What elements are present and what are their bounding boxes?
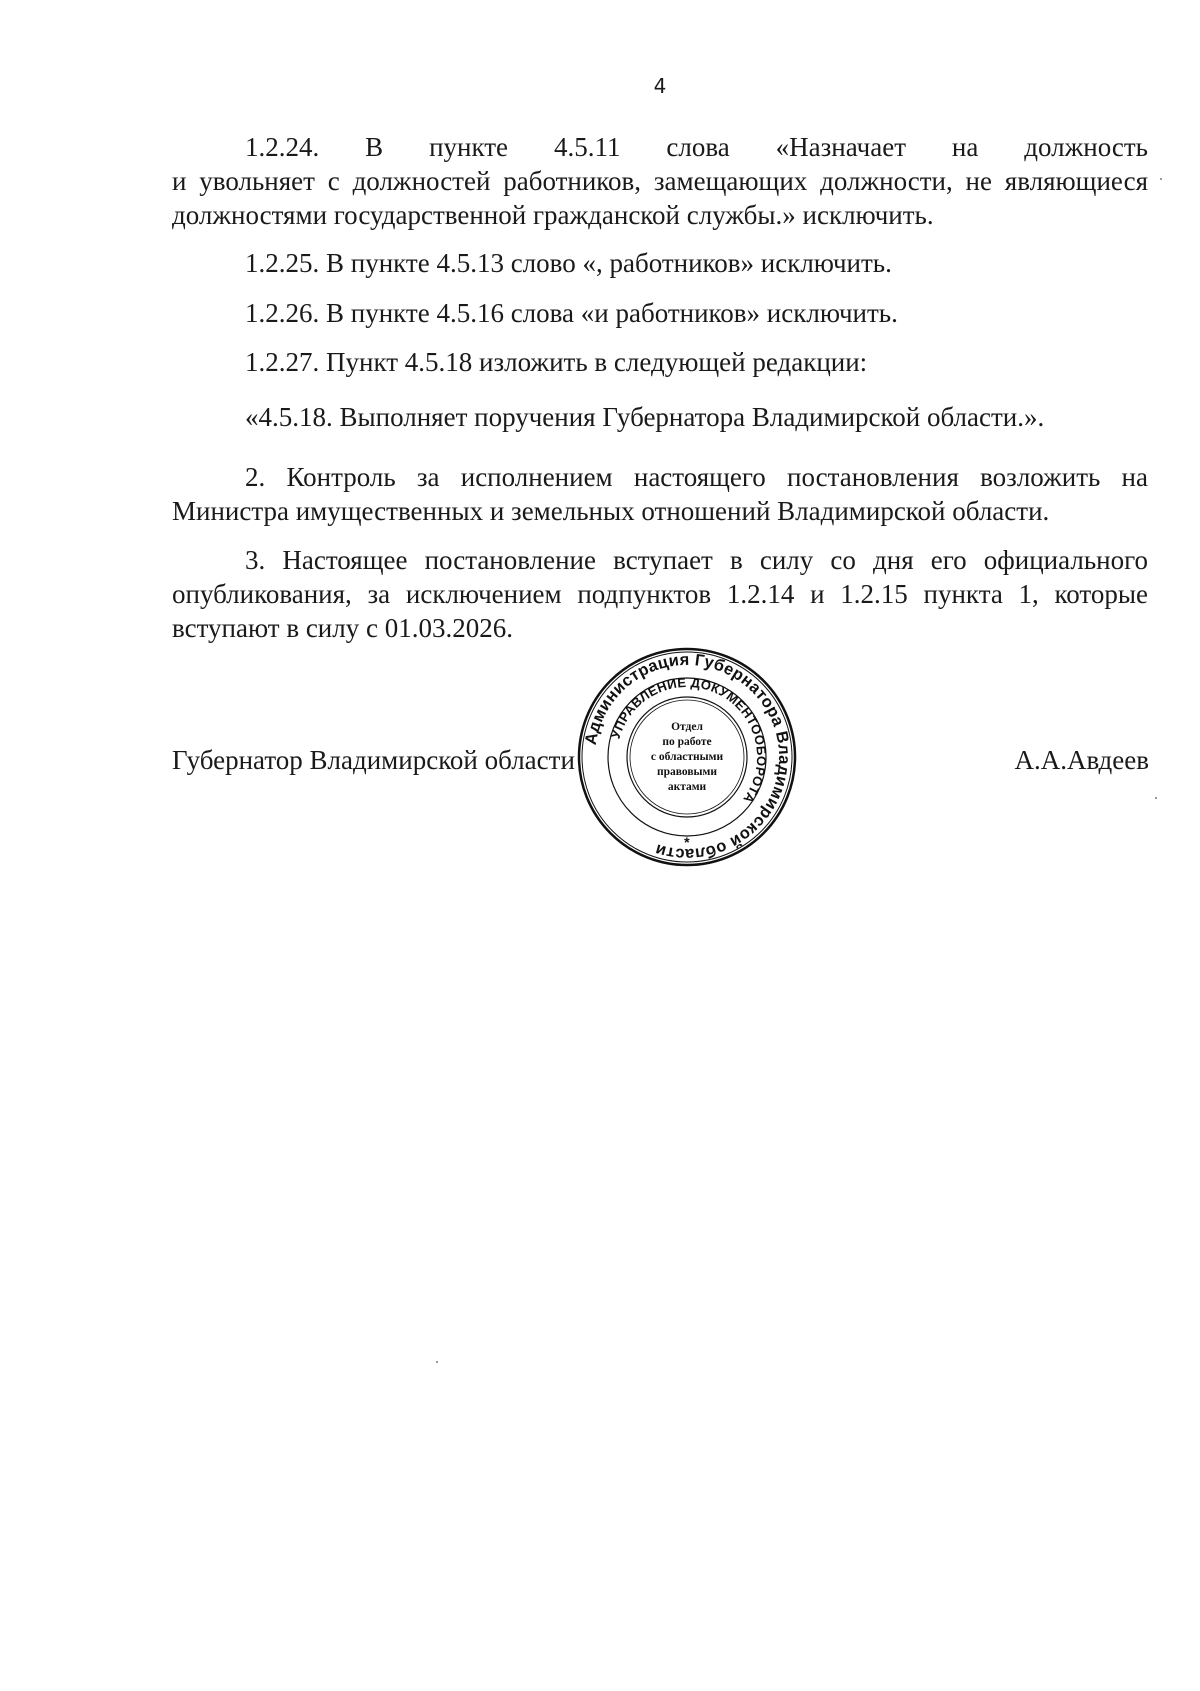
paragraph-1-2-26: 1.2.26. В пункте 4.5.16 слова «и работников» исключить. [245,298,898,328]
scan-speck [1160,178,1162,180]
paragraph-3-effective-date: 3. Настоящее постановление вступает в силу со дня его официального опубликования, за исключением подпунктов 1.2.14 и 1.2.15 пункта 1, которые вступают в силу с 01.03.2026. [172,545,1148,643]
stamp-center-line-1: Отдел [671,721,703,733]
signature-name: А.А.Авдеев [1014,745,1149,775]
page-number: 4 [653,74,667,98]
scan-speck [436,1361,438,1363]
stamp-center-line-5: актами [667,781,707,793]
paragraph-1-2-25: 1.2.25. В пункте 4.5.13 слово «, работников» исключить. [245,248,892,278]
paragraph-1-2-27: 1.2.27. Пункт 4.5.18 изложить в следующей редакции: [245,347,868,377]
stamp-center-line-3: с областными [650,751,724,763]
paragraph-4-5-18-quote: «4.5.18. Выполняет поручения Губернатора Владимирской области.». [245,402,1045,432]
stamp-center-line-2: по работе [662,736,712,748]
stamp-inner-ring-text: УПРАВЛЕНИЕ ДОКУМЕНТООБОРОТА [607,674,770,807]
paragraph-1-2-24-line1: 1.2.24. В пункте 4.5.11 слова «Назначает на должность [245,132,1148,162]
signature-title: Губернатор Владимирской области [172,745,575,775]
stamp-star: * [684,834,690,850]
stamp-outer-ring-text: Администрация Губернатора Владимирской области [581,650,794,864]
paragraph-1-2-24-rest: и увольняет с должностей работников, замещающих должности, не являющиеся должностями государственной гражданской службы.» исключить. [172,166,1148,230]
paragraph-2-control: 2. Контроль за исполнением настоящего постановления возложить на Министра имущественных и земельных отношений Владимирской области. [172,462,1148,526]
official-stamp [576,646,798,868]
stamp-center-line-4: правовыми [656,766,718,778]
scan-speck [1155,797,1157,799]
